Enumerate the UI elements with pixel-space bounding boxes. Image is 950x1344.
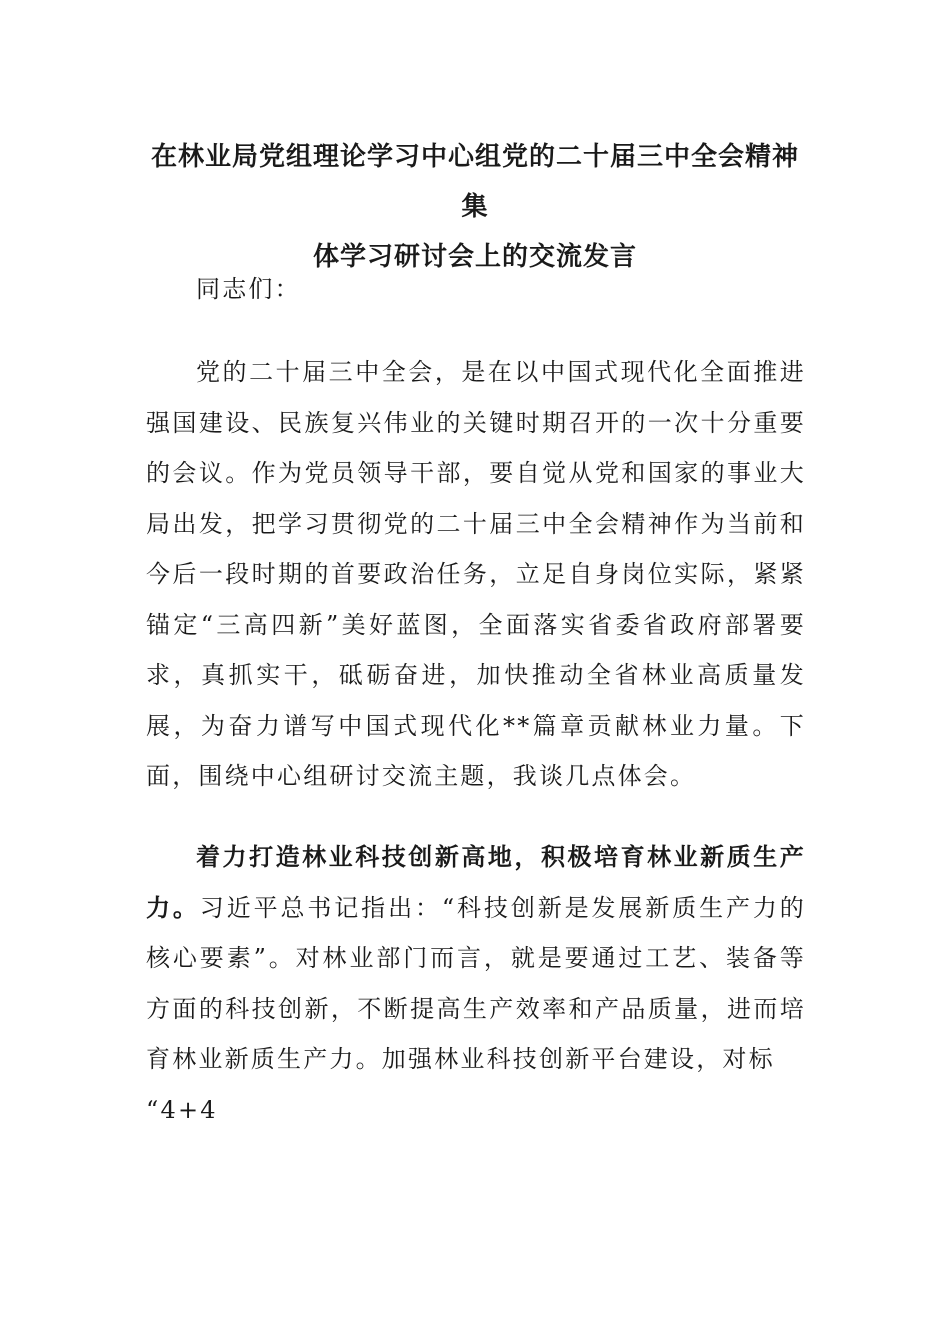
- section-body-tail: “4+4: [146, 1095, 218, 1124]
- title-line-2: 体学习研讨会上的交流发言: [312, 242, 637, 272]
- salutation: 同志们：: [196, 275, 301, 303]
- paragraph-intro: 党的二十届三中全会，是在以中国式现代化全面推进强国建设、民族复兴伟业的关键时期召开的一次十分重要的会议。作为党员领导干部，要自觉从党和国家的事业大局出发，把学习贯彻党的二十届三中全会精神作为当前和今后一段时期的首要政治任务，立足自身岗位实际，紧紧锚定“三高四新”美好蓝图，全面落实省委省政府部署要求，真抓实干，砥砺奋进，加快推动全省林业高质量发展，为奋力谱写中国式现代化**篇章贡献林业力量。下面，围绕中心组研讨交流主题，我谈几点体会。: [146, 358, 806, 790]
- document-title: [140, 132, 810, 282]
- section-heading: 着力打造林业科技创新高地，积极培育林业新质生产力。: [146, 843, 806, 922]
- paragraph-section-1: [146, 832, 806, 1135]
- section-body: 习近平总书记指出：“科技创新是发展新质生产力的核心要素”。对林业部门而言，就是要通过工艺、装备等方面的科技创新，不断提高生产效率和产品质量，进而培育林业新质生产力。加强林业科技创新平台建设，对标: [146, 893, 806, 1073]
- title-line-1: 在林业局党组理论学习中心组党的二十届三中全会精神集: [150, 142, 799, 222]
